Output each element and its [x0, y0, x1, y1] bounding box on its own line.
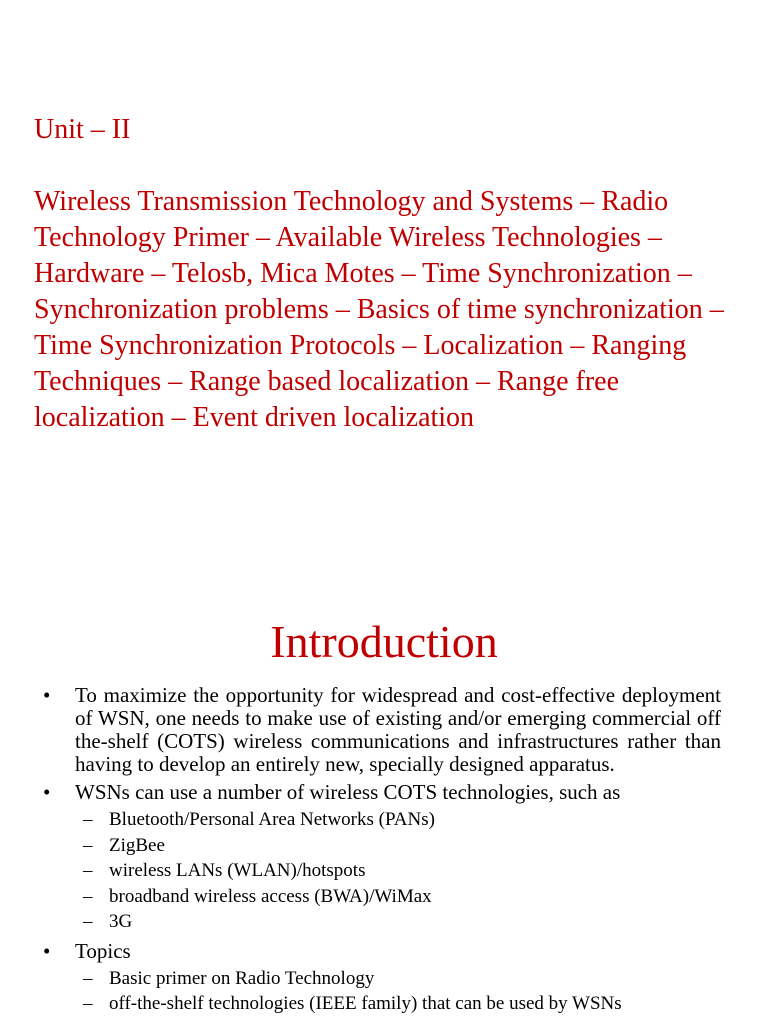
sub-item-text: 3G	[109, 911, 133, 932]
sub-item-radio-primer	[75, 966, 721, 992]
bullet-text: WSNs can use a number of wireless COTS technologies, such as	[75, 780, 621, 804]
dash-icon: –	[83, 993, 93, 1014]
bullet-icon: •	[43, 683, 51, 707]
sub-item-3g	[75, 909, 721, 935]
sub-item-bwa-wimax	[75, 884, 721, 910]
sub-item-text: ZigBee	[109, 834, 165, 856]
slide-introduction	[0, 576, 768, 1024]
dash-icon: –	[83, 860, 93, 881]
dash-icon: –	[83, 911, 93, 932]
sub-item-text: Basic primer on Radio Technology	[109, 967, 375, 989]
sub-item-text: off-the-shelf technologies (IEEE family) that can be used by WSNs	[109, 993, 622, 1014]
bullet-cots-rationale	[0, 684, 768, 776]
introduction-title: Introduction	[270, 616, 498, 667]
bullet-text: Topics	[75, 938, 131, 963]
bullet-text: To maximize the opportunity for widespread and cost-effective deployment of WSN, one needs to make use of existing and/or emerging commercial off the-shelf (COTS) wireless communications and infrastructures rather than having to develop an entirely new, specially designed apparatus.	[75, 683, 721, 776]
sub-item-zigbee	[75, 833, 721, 859]
unit-title: Unit – II	[34, 114, 131, 145]
sub-item-bluetooth	[75, 807, 721, 833]
sub-item-ieee-technologies	[75, 991, 721, 1017]
bullet-topics	[0, 940, 768, 1017]
unit-topics-paragraph: Wireless Transmission Technology and Systems – Radio Technology Primer – Available Wireless Technologies – Hardware – Telosb, Mica Motes – Time Synchronization – Synchronization problems – Basics of time synchronization – Time Synchronization Protocols – Localization – Ranging Techniques – Range based localization – Range free localization – Event driven localization	[34, 186, 724, 433]
introduction-bullet-list	[0, 684, 768, 1022]
sub-item-text: broadband wireless access (BWA)/WiMax	[109, 885, 432, 907]
bullet-icon: •	[43, 938, 51, 963]
dash-icon: –	[83, 885, 93, 907]
dash-icon: –	[83, 834, 93, 856]
dash-icon: –	[83, 809, 93, 830]
topics-sub-list	[75, 966, 721, 1017]
sub-item-text: Bluetooth/Personal Area Networks (PANs)	[109, 809, 435, 830]
bullet-icon: •	[43, 780, 51, 804]
sub-item-wlan	[75, 858, 721, 884]
technology-sub-list	[75, 807, 721, 935]
bullet-cots-technologies	[0, 781, 768, 935]
sub-item-text: wireless LANs (WLAN)/hotspots	[109, 860, 366, 881]
dash-icon: –	[83, 967, 93, 989]
